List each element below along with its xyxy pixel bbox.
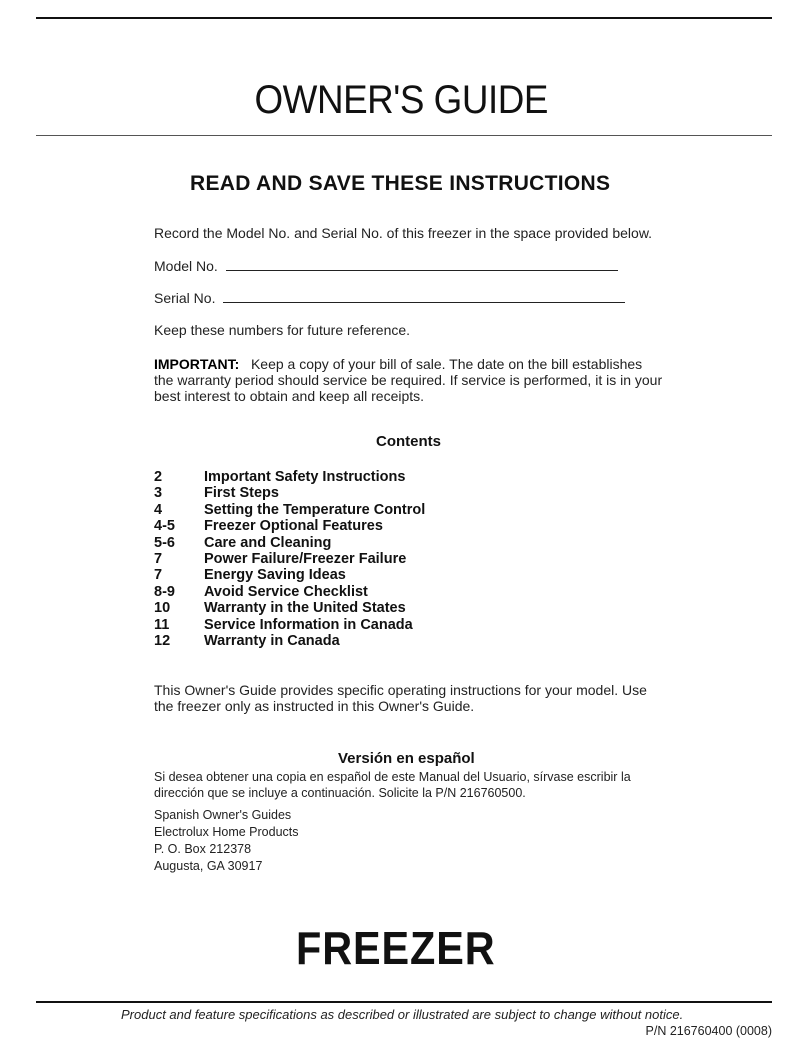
contents-item bbox=[154, 535, 425, 551]
top-rule bbox=[36, 17, 772, 19]
important-notice bbox=[154, 356, 674, 404]
disclaimer: Product and feature specifications as described or illustrated are subject to change without notice. bbox=[121, 1007, 684, 1022]
contents-label: Avoid Service Checklist bbox=[204, 583, 368, 600]
guide-note-line1: This Owner's Guide provides specific operating instructions for your model. Use bbox=[154, 682, 647, 698]
contents-item bbox=[154, 633, 425, 649]
important-text-line1: Keep a copy of your bill of sale. The date on the bill establishes bbox=[250, 356, 643, 372]
spanish-line2: dirección que se incluye a continuación. Solicite la P/N 216760500. bbox=[154, 786, 526, 800]
contents-page-number: 3 bbox=[154, 485, 163, 502]
spanish-address bbox=[154, 807, 299, 875]
model-number-field[interactable] bbox=[226, 258, 618, 271]
contents-page-number: 7 bbox=[154, 567, 163, 584]
contents-item bbox=[154, 617, 425, 633]
contents-page-number: 4-5 bbox=[154, 518, 175, 535]
contents-label: Power Failure/Freezer Failure bbox=[204, 551, 407, 568]
page-title: OWNER'S GUIDE bbox=[254, 78, 548, 122]
bottom-rule bbox=[36, 1001, 772, 1003]
spanish-paragraph bbox=[154, 769, 674, 801]
model-number-row bbox=[154, 258, 618, 274]
important-label: IMPORTANT: bbox=[154, 356, 240, 372]
spanish-heading: Versión en español bbox=[338, 750, 475, 767]
address-line: Electrolux Home Products bbox=[154, 825, 299, 839]
contents-page-number: 2 bbox=[154, 469, 163, 485]
contents-heading: Contents bbox=[376, 433, 441, 450]
contents-label: Service Information in Canada bbox=[204, 616, 413, 633]
contents-item bbox=[154, 584, 425, 600]
contents-label: Energy Saving Ideas bbox=[204, 567, 346, 584]
address-line: Augusta, GA 30917 bbox=[154, 859, 263, 873]
contents-label: Freezer Optional Features bbox=[204, 518, 383, 535]
title-divider bbox=[36, 135, 772, 136]
contents-page-number: 5-6 bbox=[154, 534, 175, 551]
guide-note bbox=[154, 682, 674, 714]
contents-label: Care and Cleaning bbox=[204, 534, 332, 551]
contents-page-number: 7 bbox=[154, 551, 163, 568]
model-number-label: Model No. bbox=[154, 258, 218, 274]
contents-label: Warranty in the United States bbox=[204, 600, 406, 617]
important-text-line3: best interest to obtain and keep all receipts. bbox=[154, 388, 425, 404]
contents-item bbox=[154, 502, 425, 518]
contents-item bbox=[154, 567, 425, 583]
contents-item bbox=[154, 551, 425, 567]
contents-item bbox=[154, 600, 425, 616]
contents-page-number: 10 bbox=[154, 600, 171, 617]
page-subtitle: READ AND SAVE THESE INSTRUCTIONS bbox=[190, 172, 611, 195]
address-line: Spanish Owner's Guides bbox=[154, 808, 292, 822]
important-text-line2: the warranty period should service be required. If service is performed, it is in your bbox=[154, 372, 663, 388]
contents-label: Warranty in Canada bbox=[204, 633, 340, 650]
contents-item bbox=[154, 518, 425, 534]
contents-label: Setting the Temperature Control bbox=[204, 501, 426, 518]
guide-note-line2: the freezer only as instructed in this Owner's Guide. bbox=[154, 698, 475, 714]
contents-label: Important Safety Instructions bbox=[204, 469, 406, 485]
contents-page-number: 8-9 bbox=[154, 583, 175, 600]
serial-number-row bbox=[154, 290, 625, 306]
serial-number-field[interactable] bbox=[223, 290, 625, 303]
address-line: P. O. Box 212378 bbox=[154, 842, 252, 856]
contents-label: First Steps bbox=[204, 485, 279, 502]
serial-number-label: Serial No. bbox=[154, 290, 216, 306]
contents-page-number: 4 bbox=[154, 501, 163, 518]
record-intro: Record the Model No. and Serial No. of this freezer in the space provided below. bbox=[154, 225, 653, 241]
table-of-contents bbox=[154, 469, 425, 649]
contents-page-number: 12 bbox=[154, 633, 171, 650]
keep-note: Keep these numbers for future reference. bbox=[154, 322, 411, 338]
contents-item bbox=[154, 485, 425, 501]
part-number: P/N 216760400 (0008) bbox=[645, 1024, 772, 1038]
product-name: FREEZER bbox=[296, 922, 496, 974]
contents-page-number: 11 bbox=[154, 616, 170, 633]
spanish-line1: Si desea obtener una copia en español de este Manual del Usuario, sírvase escribir la bbox=[154, 770, 631, 784]
contents-item bbox=[154, 469, 425, 485]
